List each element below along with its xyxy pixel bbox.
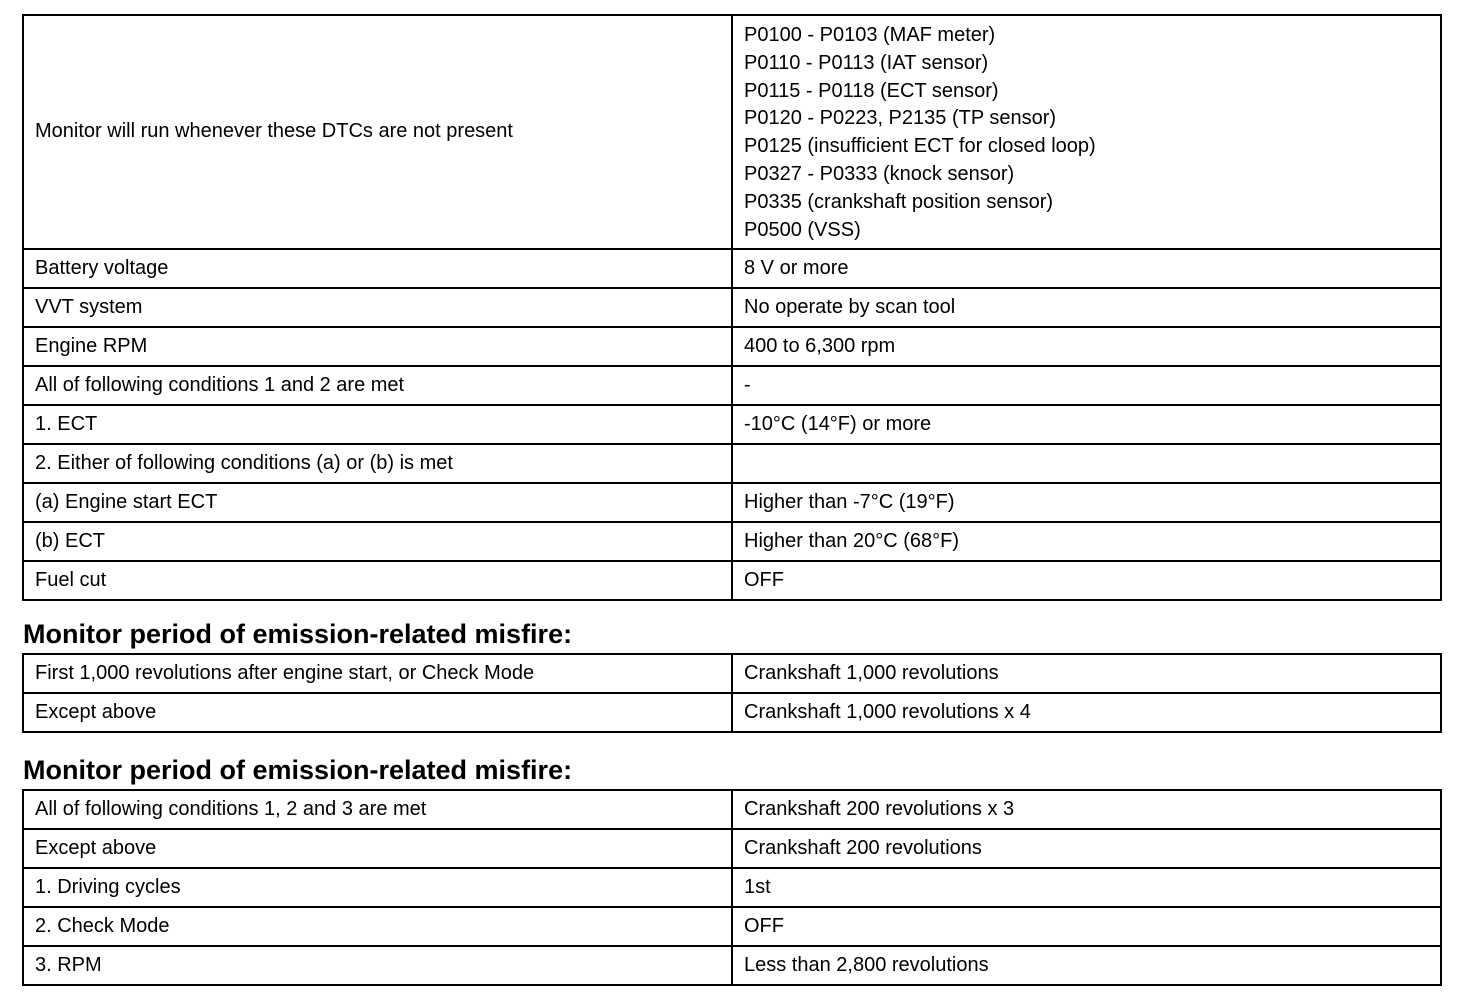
- condition-value: -10°C (14°F) or more: [732, 405, 1441, 444]
- table-row: [23, 946, 1441, 985]
- dtc-list-cell: [732, 15, 1441, 249]
- condition-value: Crankshaft 1,000 revolutions x 4: [732, 693, 1441, 732]
- table-row: [23, 444, 1441, 483]
- condition-value: [732, 444, 1441, 483]
- dtc-list-item: P0335 (crankshaft position sensor): [744, 190, 1054, 213]
- condition-label: 1. Driving cycles: [23, 868, 732, 907]
- condition-label: Except above: [23, 829, 732, 868]
- condition-label: Fuel cut: [23, 561, 732, 600]
- table-row: [23, 829, 1441, 868]
- condition-label: All of following conditions 1, 2 and 3 are met: [23, 790, 732, 829]
- condition-label: First 1,000 revolutions after engine start, or Check Mode: [23, 654, 732, 693]
- condition-label: Engine RPM: [23, 327, 732, 366]
- table-row: [23, 522, 1441, 561]
- dtc-condition-label: Monitor will run whenever these DTCs are not present: [23, 15, 732, 249]
- condition-label: 3. RPM: [23, 946, 732, 985]
- table-row: [23, 249, 1441, 288]
- condition-value: Higher than 20°C (68°F): [732, 522, 1441, 561]
- table-row: [23, 405, 1441, 444]
- condition-label: 2. Check Mode: [23, 907, 732, 946]
- condition-value: Crankshaft 1,000 revolutions: [732, 654, 1441, 693]
- condition-value: 400 to 6,300 rpm: [732, 327, 1441, 366]
- table-row: [23, 366, 1441, 405]
- misfire-period-table: [22, 653, 1442, 733]
- table-row: [23, 790, 1441, 829]
- condition-value: OFF: [732, 907, 1441, 946]
- condition-label: 1. ECT: [23, 405, 732, 444]
- condition-label: 2. Either of following conditions (a) or (b) is met: [23, 444, 732, 483]
- section-heading: Monitor period of emission-related misfire:: [23, 755, 573, 785]
- table-row: [23, 327, 1441, 366]
- condition-value: Crankshaft 200 revolutions: [732, 829, 1441, 868]
- condition-value: Less than 2,800 revolutions: [732, 946, 1441, 985]
- condition-value: No operate by scan tool: [732, 288, 1441, 327]
- condition-label: VVT system: [23, 288, 732, 327]
- table-row: [23, 868, 1441, 907]
- dtc-list-item: P0327 - P0333 (knock sensor): [744, 162, 1015, 185]
- dtc-list-item: P0110 - P0113 (IAT sensor): [744, 51, 989, 74]
- table-row: [23, 15, 1441, 249]
- condition-label: (a) Engine start ECT: [23, 483, 732, 522]
- condition-label: Battery voltage: [23, 249, 732, 288]
- dtc-list-item: P0120 - P0223, P2135 (TP sensor): [744, 107, 1057, 130]
- table-row: [23, 561, 1441, 600]
- dtc-list-item: P0115 - P0118 (ECT sensor): [744, 79, 999, 102]
- section-heading: Monitor period of emission-related misfire:: [23, 619, 573, 649]
- table-row: [23, 483, 1441, 522]
- condition-value: 1st: [732, 868, 1441, 907]
- condition-label: (b) ECT: [23, 522, 732, 561]
- condition-label: All of following conditions 1 and 2 are met: [23, 366, 732, 405]
- condition-value: OFF: [732, 561, 1441, 600]
- dtc-list-item: P0100 - P0103 (MAF meter): [744, 24, 996, 46]
- table-row: [23, 693, 1441, 732]
- monitor-conditions-table: [22, 14, 1442, 601]
- condition-value: -: [732, 366, 1441, 405]
- table-row: [23, 654, 1441, 693]
- table-row: [23, 907, 1441, 946]
- condition-label: Except above: [23, 693, 732, 732]
- misfire-period-table-2: [22, 789, 1442, 986]
- table-row: [23, 288, 1441, 327]
- condition-value: Crankshaft 200 revolutions x 3: [732, 790, 1441, 829]
- condition-value: 8 V or more: [732, 249, 1441, 288]
- condition-value: Higher than -7°C (19°F): [732, 483, 1441, 522]
- dtc-list-item: P0125 (insufficient ECT for closed loop): [744, 135, 1096, 158]
- dtc-list-item: P0500 (VSS): [744, 218, 861, 241]
